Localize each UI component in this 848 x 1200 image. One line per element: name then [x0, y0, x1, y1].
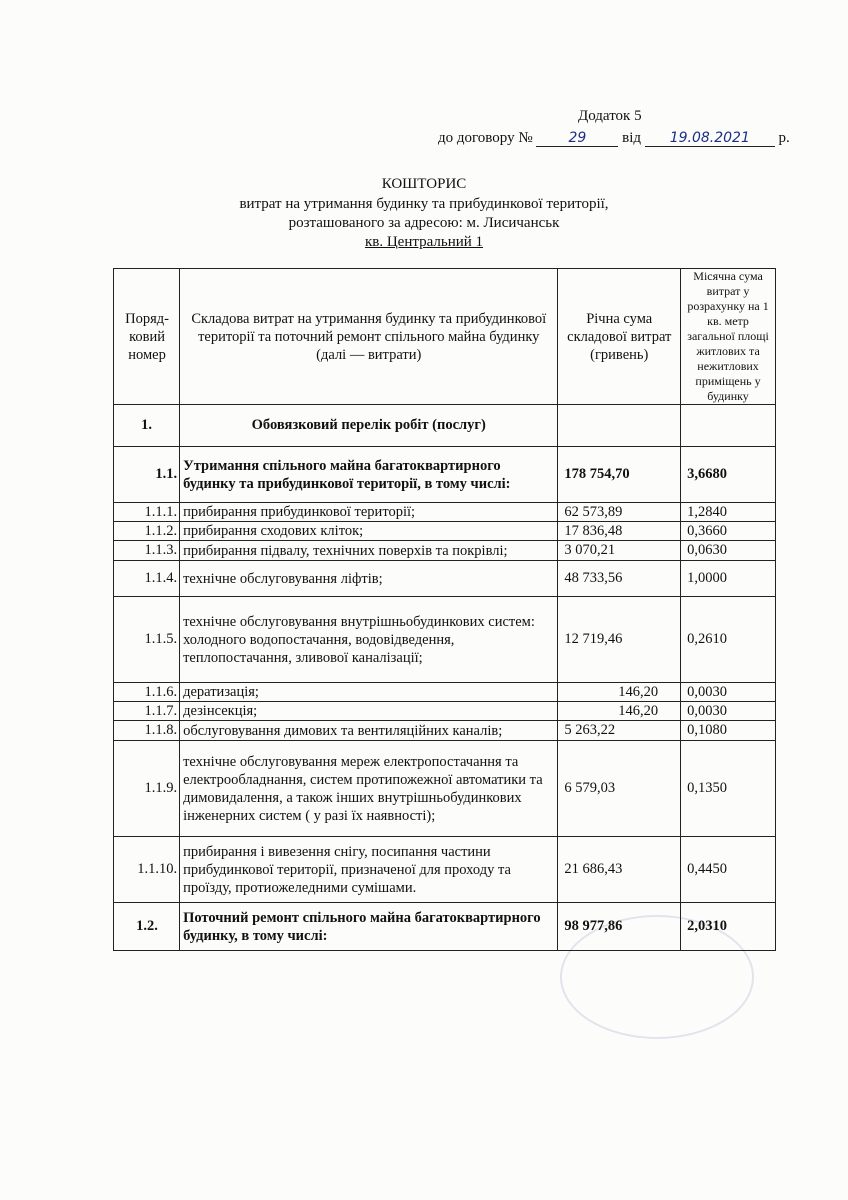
row-month: 0,0630 [681, 541, 776, 561]
table-row [114, 447, 776, 503]
contract-date: 19.08.2021 [645, 130, 775, 147]
subtitle-line-1: витрат на утримання будинку та прибудинкової території, [239, 196, 609, 212]
document-title: КОШТОРИС [381, 176, 467, 192]
table-row [114, 741, 776, 837]
table-row [114, 903, 776, 951]
row-month: 2,0310 [681, 903, 776, 951]
header-year: Річна сума складової витрат (гривень) [558, 269, 681, 405]
row-desc: прибирання і вивезення снігу, посипання частини прибудинкової території, призначеної для проходу та проїзду, протиожеледними сумішами. [180, 837, 558, 903]
row-year: 146,20 [558, 702, 681, 721]
table-row [114, 597, 776, 683]
section-row [114, 405, 776, 447]
table-row [114, 561, 776, 597]
row-month: 3,6680 [681, 447, 776, 503]
row-desc: прибирання прибудинкової території; [180, 503, 558, 522]
row-year: 12 719,46 [558, 597, 681, 683]
row-month: 0,2610 [681, 597, 776, 683]
row-month: 0,4450 [681, 837, 776, 903]
section-title: Обовязковий перелік робіт (послуг) [180, 405, 558, 447]
row-month: 0,3660 [681, 522, 776, 541]
table-row [114, 503, 776, 522]
date-suffix: р. [778, 130, 790, 146]
empty-cell [681, 405, 776, 447]
row-num: 1.1.4. [114, 561, 180, 597]
row-month: 0,0030 [681, 702, 776, 721]
table-row [114, 721, 776, 741]
row-desc: Утримання спільного майна багатоквартирного будинку та прибудинкової території, в тому числі: [180, 447, 558, 503]
cost-estimate-table [113, 268, 776, 951]
row-year: 48 733,56 [558, 561, 681, 597]
row-month: 0,1350 [681, 741, 776, 837]
row-desc: технічне обслуговування ліфтів; [180, 561, 558, 597]
row-desc: Поточний ремонт спільного майна багатоквартирного будинку, в тому числі: [180, 903, 558, 951]
row-num: 1.1. [114, 447, 180, 503]
row-month: 1,0000 [681, 561, 776, 597]
row-desc: прибирання підвалу, технічних поверхів та покрівлі; [180, 541, 558, 561]
header-month: Місячна сума витрат у розрахунку на 1 кв. метр загальної площі житлових та нежитлових приміщень у будинку [681, 269, 776, 405]
table-row [114, 683, 776, 702]
row-year: 98 977,86 [558, 903, 681, 951]
row-num: 1.1.6. [114, 683, 180, 702]
table-row [114, 837, 776, 903]
header-num: Поряд-ковий номер [114, 269, 180, 405]
contract-reference [438, 130, 790, 147]
table-row [114, 522, 776, 541]
row-year: 21 686,43 [558, 837, 681, 903]
row-month: 1,2840 [681, 503, 776, 522]
row-desc: обслуговування димових та вентиляційних каналів; [180, 721, 558, 741]
row-year: 62 573,89 [558, 503, 681, 522]
row-num: 1.1.8. [114, 721, 180, 741]
row-num: 1.1.10. [114, 837, 180, 903]
row-num: 1.1.7. [114, 702, 180, 721]
row-year: 3 070,21 [558, 541, 681, 561]
row-num: 1.1.1. [114, 503, 180, 522]
row-month: 0,0030 [681, 683, 776, 702]
table-row [114, 702, 776, 721]
table-header-row [114, 269, 776, 405]
row-desc: дезінсекція; [180, 702, 558, 721]
row-year: 178 754,70 [558, 447, 681, 503]
header-desc: Складова витрат на утримання будинку та прибудинкової території та поточний ремонт спільного майна будинку (далі — витрати) [180, 269, 558, 405]
addendum-label: Додаток 5 [578, 108, 642, 124]
row-month: 0,1080 [681, 721, 776, 741]
row-num: 1.1.3. [114, 541, 180, 561]
empty-cell [558, 405, 681, 447]
document-subtitle [0, 195, 848, 233]
row-desc: технічне обслуговування внутрішньобудинкових систем: холодного водопостачання, водовідведення, теплопостачання, зливової каналізації; [180, 597, 558, 683]
row-year: 6 579,03 [558, 741, 681, 837]
row-num: 1.1.2. [114, 522, 180, 541]
row-year: 17 836,48 [558, 522, 681, 541]
subtitle-line-2: розташованого за адресою: м. Лисичанськ [288, 215, 560, 231]
row-num: 1.2. [114, 903, 180, 951]
contract-number: 29 [536, 130, 618, 147]
section-num: 1. [114, 405, 180, 447]
row-desc: технічне обслуговування мереж електропостачання та електрообладнання, систем протипожежної автоматики та димовидалення, а також інших внутрішньобудинкових інженерних систем ( у разі їх наявності); [180, 741, 558, 837]
date-prefix: від [622, 130, 642, 146]
row-year: 146,20 [558, 683, 681, 702]
address-line: кв. Центральний 1 [364, 234, 484, 250]
row-num: 1.1.5. [114, 597, 180, 683]
contract-prefix: до договору № [438, 130, 533, 146]
row-desc: прибирання сходових кліток; [180, 522, 558, 541]
table-row [114, 541, 776, 561]
row-num: 1.1.9. [114, 741, 180, 837]
row-desc: дератизація; [180, 683, 558, 702]
row-year: 5 263,22 [558, 721, 681, 741]
